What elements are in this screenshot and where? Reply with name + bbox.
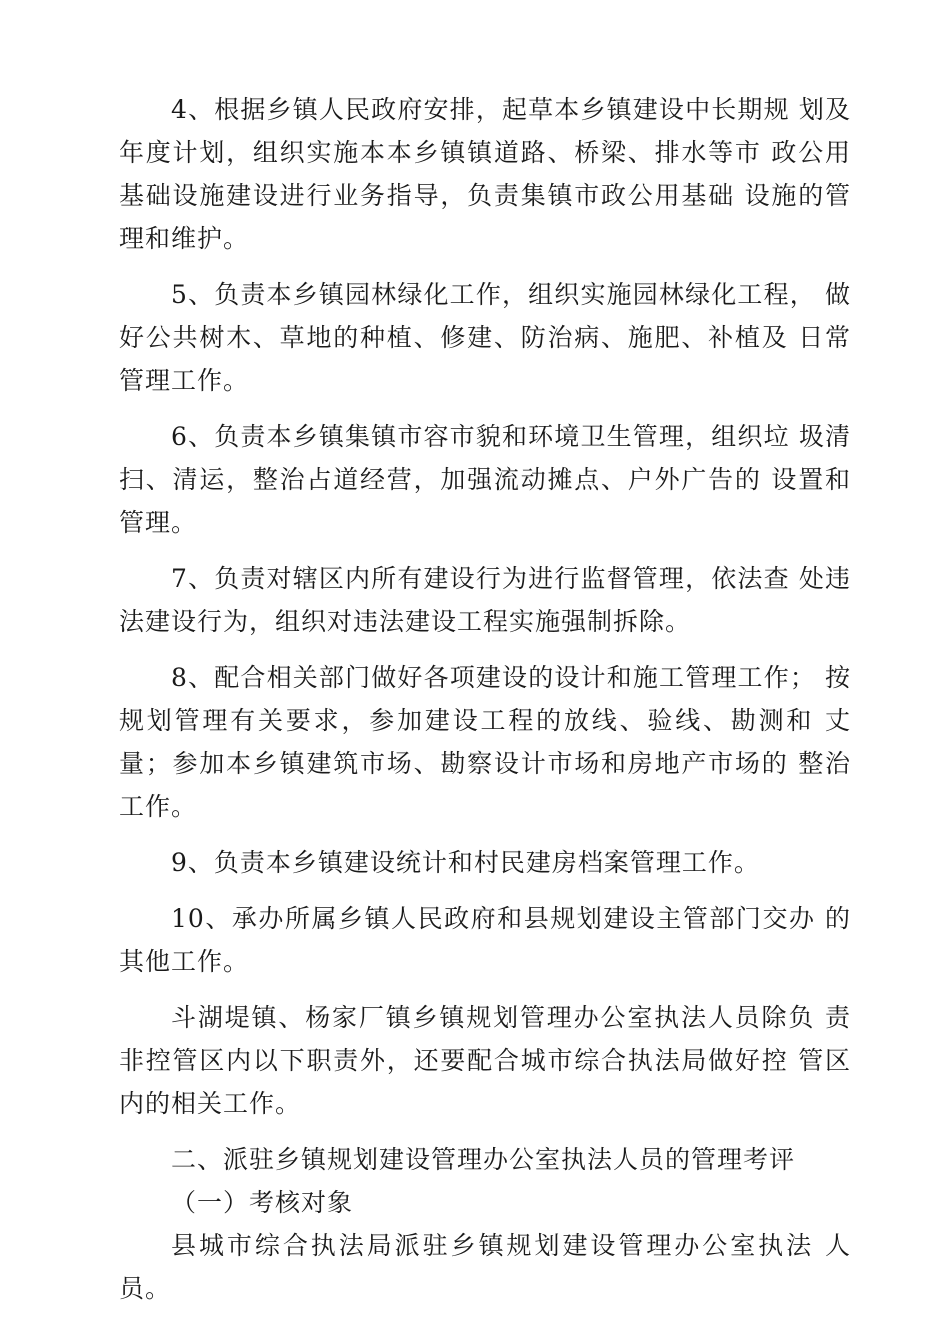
section-heading: 二、派驻乡镇规划建设管理办公室执法人员的管理考评 bbox=[171, 1145, 796, 1174]
paragraph-item-5: 5、负责本乡镇园林绿化工作，组织实施园林绿化工程， 做好公共树木、草地的种植、修建、防治病、施肥、补植及 日常管理工作。 bbox=[119, 280, 851, 395]
paragraph-special-towns: 斗湖堤镇、杨家厂镇乡镇规划管理办公室执法人员除负 责非控管区内以下职责外，还要配合城市综合执法局做好控 管区内的相关工作。 bbox=[119, 1003, 851, 1118]
paragraph-item-6: 6、负责本乡镇集镇市容市貌和环境卫生管理，组织垃 圾清扫、清运，整治占道经营，加强流动摊点、户外广告的 设置和管理。 bbox=[119, 422, 851, 537]
paragraph-item-4: 4、根据乡镇人民政府安排，起草本乡镇建设中长期规 划及年度计划，组织实施本本乡镇镇道路、桥梁、排水等市 政公用基础设施建设进行业务指导，负责集镇市政公用基础 设施的管理和维护。 bbox=[119, 95, 851, 253]
paragraph-assessment-target: 县城市综合执法局派驻乡镇规划建设管理办公室执法 人员。 bbox=[119, 1231, 851, 1303]
paragraph-item-7: 7、负责对辖区内所有建设行为进行监督管理，依法查 处违法建设行为，组织对违法建设工程实施强制拆除。 bbox=[119, 564, 851, 636]
document-page bbox=[119, 88, 851, 1323]
paragraph-item-8: 8、配合相关部门做好各项建设的设计和施工管理工作； 按规划管理有关要求，参加建设工程的放线、验线、勘测和 丈量；参加本乡镇建筑市场、勘察设计市场和房地产市场的 整治工作。 bbox=[119, 663, 851, 821]
paragraph-item-10: 10、承办所属乡镇人民政府和县规划建设主管部门交办 的其他工作。 bbox=[119, 904, 851, 976]
paragraph-item-9: 9、负责本乡镇建设统计和村民建房档案管理工作。 bbox=[171, 848, 760, 877]
subsection-heading: （一）考核对象 bbox=[171, 1188, 354, 1217]
